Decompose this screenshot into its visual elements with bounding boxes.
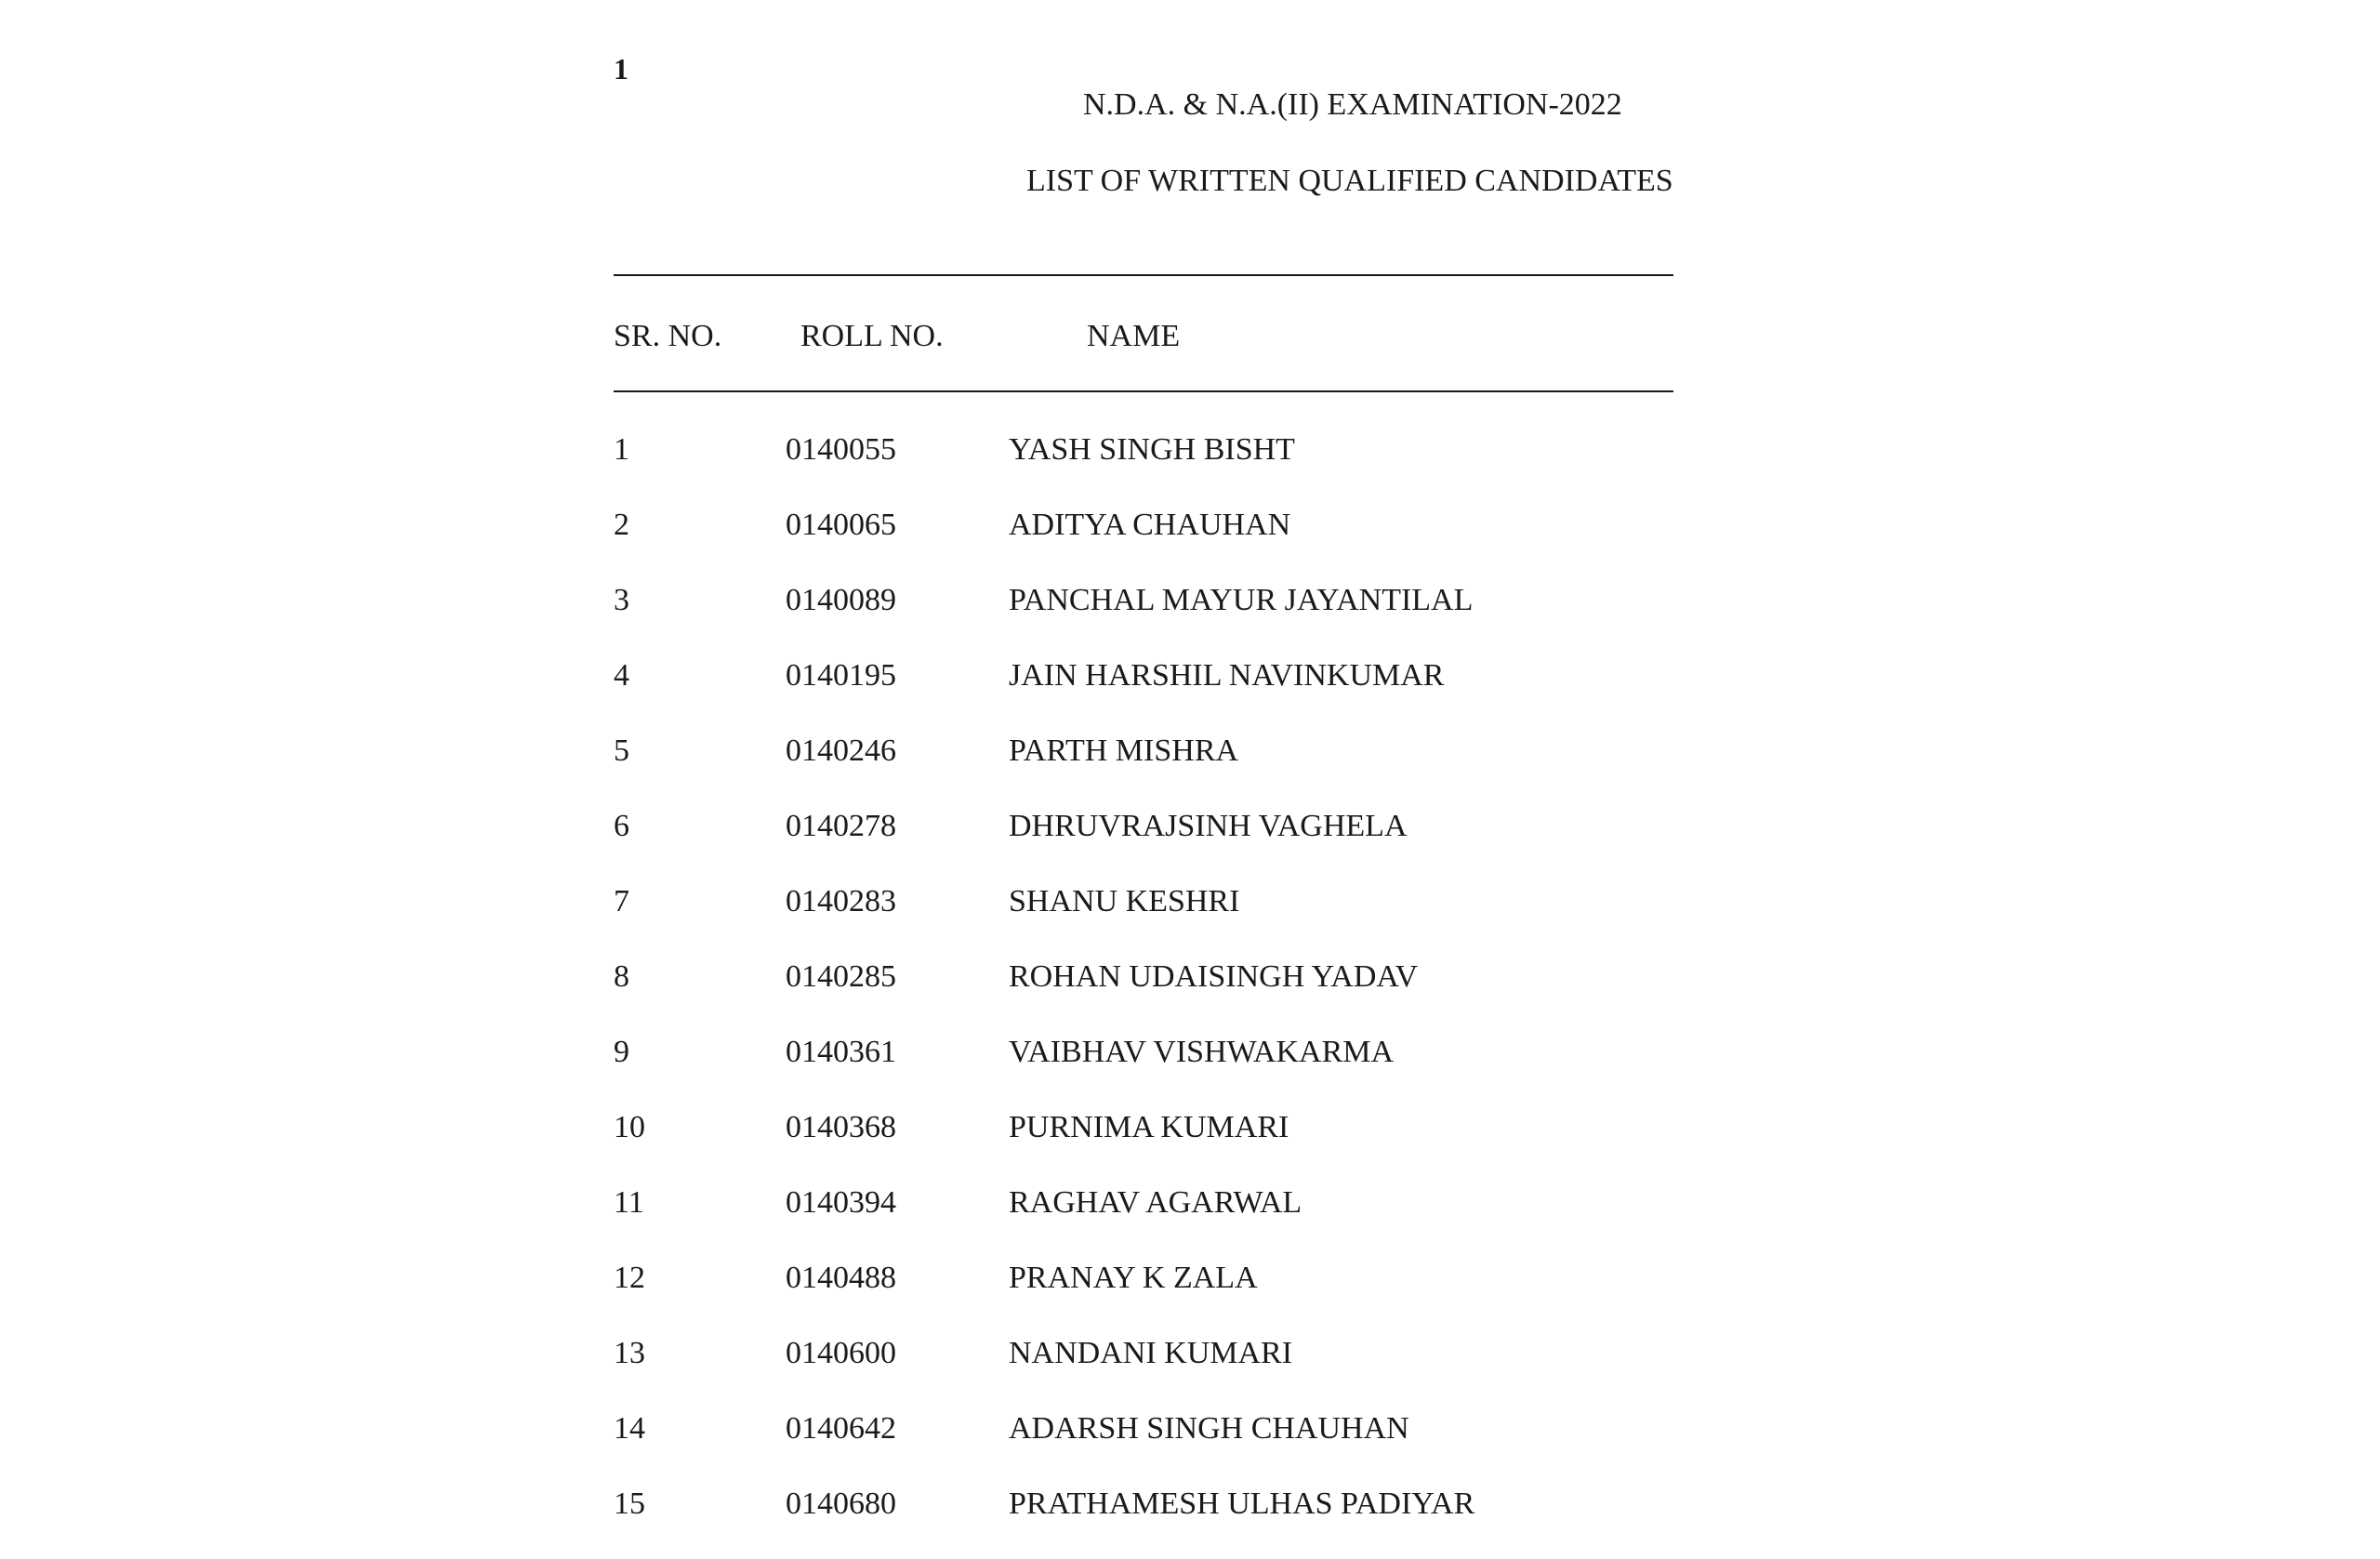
table-row — [0, 731, 2380, 806]
roll-no-cell: 0140600 — [786, 1336, 896, 1370]
name-cell: PRANAY K ZALA — [1009, 1261, 1258, 1295]
roll-no-cell: 0140368 — [786, 1110, 896, 1144]
sr-no-cell: 15 — [614, 1486, 645, 1521]
sr-no-cell: 13 — [614, 1336, 645, 1370]
column-header-roll-no: ROLL NO. — [800, 319, 944, 353]
candidate-list — [0, 429, 2380, 1559]
name-cell: PANCHAL MAYUR JAYANTILAL — [1009, 583, 1474, 617]
sr-no-cell: 3 — [614, 583, 629, 617]
sr-no-cell: 9 — [614, 1035, 629, 1069]
table-row — [0, 806, 2380, 881]
sr-no-cell: 4 — [614, 658, 629, 693]
table-row — [0, 1258, 2380, 1333]
name-cell: JAIN HARSHIL NAVINKUMAR — [1009, 658, 1445, 693]
sr-no-cell: 14 — [614, 1411, 645, 1446]
page-number: 1 — [614, 52, 628, 86]
table-row — [0, 1032, 2380, 1107]
table-row — [0, 1333, 2380, 1408]
roll-no-cell: 0140680 — [786, 1486, 896, 1521]
roll-no-cell: 0140055 — [786, 432, 896, 467]
roll-no-cell: 0140089 — [786, 583, 896, 617]
name-cell: YASH SINGH BISHT — [1009, 432, 1295, 467]
document-title: N.D.A. & N.A.(II) EXAMINATION-2022 — [1083, 87, 1622, 122]
table-row — [0, 1182, 2380, 1258]
table-row — [0, 580, 2380, 655]
header-bottom-rule — [614, 390, 1673, 392]
name-cell: RAGHAV AGARWAL — [1009, 1185, 1302, 1220]
sr-no-cell: 7 — [614, 884, 629, 918]
sr-no-cell: 12 — [614, 1261, 645, 1295]
table-row — [0, 429, 2380, 505]
name-cell: ADARSH SINGH CHAUHAN — [1009, 1411, 1409, 1446]
roll-no-cell: 0140285 — [786, 959, 896, 994]
table-row — [0, 505, 2380, 580]
roll-no-cell: 0140246 — [786, 733, 896, 768]
sr-no-cell: 1 — [614, 432, 629, 467]
roll-no-cell: 0140065 — [786, 508, 896, 542]
table-header — [0, 316, 2380, 357]
roll-no-cell: 0140642 — [786, 1411, 896, 1446]
name-cell: ROHAN UDAISINGH YADAV — [1009, 959, 1419, 994]
sr-no-cell: 5 — [614, 733, 629, 768]
name-cell: PURNIMA KUMARI — [1009, 1110, 1289, 1144]
table-row — [0, 1107, 2380, 1182]
roll-no-cell: 0140278 — [786, 809, 896, 843]
table-row — [0, 1484, 2380, 1559]
table-row — [0, 1408, 2380, 1484]
table-row — [0, 957, 2380, 1032]
name-cell: PRATHAMESH ULHAS PADIYAR — [1009, 1486, 1475, 1521]
name-cell: DHRUVRAJSINH VAGHELA — [1009, 809, 1408, 843]
sr-no-cell: 10 — [614, 1110, 645, 1144]
roll-no-cell: 0140283 — [786, 884, 896, 918]
roll-no-cell: 0140394 — [786, 1185, 896, 1220]
sr-no-cell: 6 — [614, 809, 629, 843]
name-cell: VAIBHAV VISHWAKARMA — [1009, 1035, 1395, 1069]
column-header-sr-no: SR. NO. — [614, 319, 722, 353]
name-cell: ADITYA CHAUHAN — [1009, 508, 1291, 542]
sr-no-cell: 2 — [614, 508, 629, 542]
sr-no-cell: 8 — [614, 959, 629, 994]
table-row — [0, 655, 2380, 731]
column-header-name: NAME — [1087, 319, 1181, 353]
table-row — [0, 881, 2380, 957]
roll-no-cell: 0140361 — [786, 1035, 896, 1069]
name-cell: SHANU KESHRI — [1009, 884, 1240, 918]
header-top-rule — [614, 274, 1673, 276]
name-cell: NANDANI KUMARI — [1009, 1336, 1293, 1370]
roll-no-cell: 0140488 — [786, 1261, 896, 1295]
name-cell: PARTH MISHRA — [1009, 733, 1239, 768]
document-subtitle: LIST OF WRITTEN QUALIFIED CANDIDATES — [1026, 164, 1673, 198]
roll-no-cell: 0140195 — [786, 658, 896, 693]
sr-no-cell: 11 — [614, 1185, 644, 1220]
